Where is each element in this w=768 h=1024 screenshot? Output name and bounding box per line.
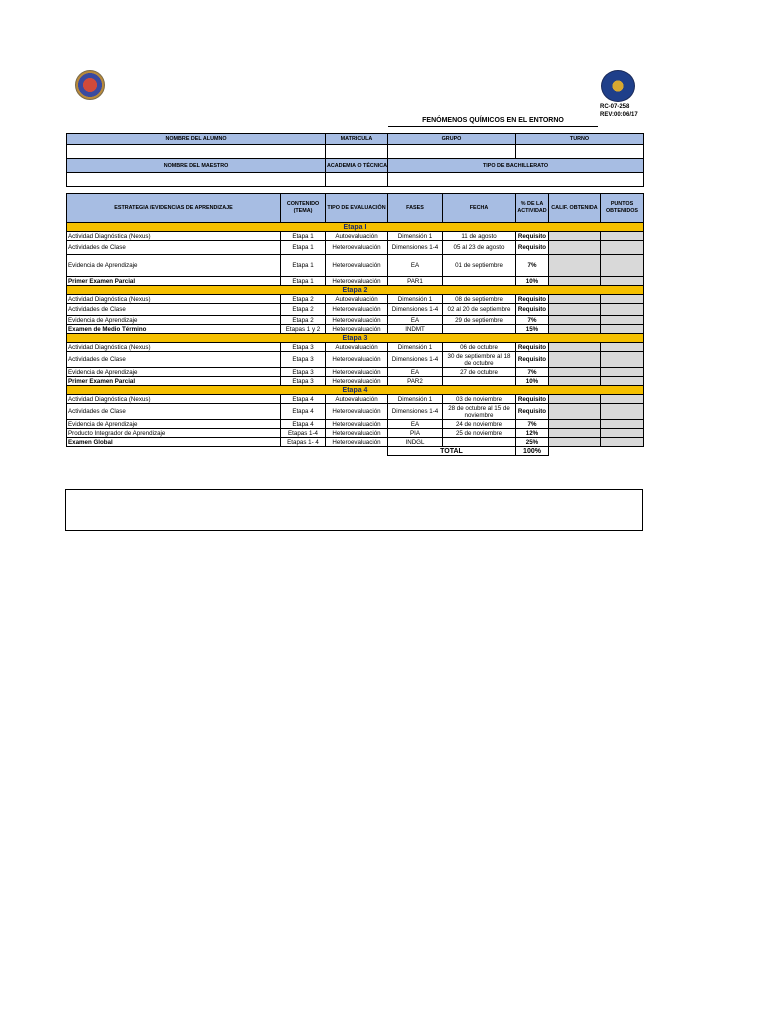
grade-cell[interactable] [549,255,601,277]
total-value: 100% [516,447,549,456]
phase-cell: PIA [388,429,443,438]
date-cell [443,325,516,334]
strategy-cell: Actividad Diagnóstica (Nexus) [67,232,281,241]
grade-cell[interactable] [549,295,601,304]
notes-box[interactable] [65,489,643,531]
phase-cell: EA [388,368,443,377]
content-cell: Etapa 2 [281,295,326,304]
points-cell[interactable] [601,395,644,404]
eval-type-cell: Heteroevaluación [326,429,388,438]
percent-cell: Requisito [516,295,549,304]
etapa-label: Etapa 3 [67,334,644,343]
academia-label: ACADEMIA O TÉCNICA [326,159,388,173]
points-cell[interactable] [601,277,644,286]
table-row [67,429,644,438]
phase-cell: EA [388,255,443,277]
strategy-cell: Actividades de Clase [67,404,281,420]
eval-type-header: TIPO DE EVALUACIÓN [326,194,388,223]
turno-field[interactable] [516,145,644,159]
percent-cell: 12% [516,429,549,438]
total-label: TOTAL [388,447,516,456]
eval-type-cell: Heteroevaluación [326,404,388,420]
content-cell: Etapas 1 y 2 [281,325,326,334]
points-header: PUNTOS OBTENIDOS [601,194,644,223]
phase-cell: INDMT [388,325,443,334]
eval-type-cell: Heteroevaluación [326,316,388,325]
phase-cell: PAR2 [388,377,443,386]
student-info-table [66,133,644,187]
grade-cell[interactable] [549,368,601,377]
phases-header: FASES [388,194,443,223]
eval-type-cell: Heteroevaluación [326,241,388,255]
phase-cell: Dimensiones 1-4 [388,304,443,316]
document-code: RC-07-258 [600,104,630,110]
table-row [67,404,644,420]
strategy-cell: Evidencia de Aprendizaje [67,316,281,325]
points-cell[interactable] [601,377,644,386]
points-cell[interactable] [601,255,644,277]
percent-cell: Requisito [516,404,549,420]
date-cell: 29 de septiembre [443,316,516,325]
percent-cell: Requisito [516,343,549,352]
content-cell: Etapa 4 [281,395,326,404]
turno-label: TURNO [516,134,644,145]
total-empty [549,447,644,456]
eval-type-cell: Heteroevaluación [326,277,388,286]
eval-type-cell: Heteroevaluación [326,255,388,277]
grade-cell[interactable] [549,404,601,420]
content-cell: Etapa 3 [281,368,326,377]
eval-type-cell: Heteroevaluación [326,352,388,368]
grade-cell[interactable] [549,241,601,255]
university-seal-logo [601,70,635,102]
points-cell[interactable] [601,295,644,304]
percent-cell: 10% [516,377,549,386]
points-cell[interactable] [601,304,644,316]
table-row [67,395,644,404]
eval-type-cell: Heteroevaluación [326,438,388,447]
strategy-cell: Evidencia de Aprendizaje [67,255,281,277]
date-cell [443,438,516,447]
matricula-label: MATRICULA [326,134,388,145]
table-row [67,316,644,325]
points-cell[interactable] [601,420,644,429]
points-cell[interactable] [601,343,644,352]
date-cell [443,277,516,286]
date-cell: 27 de octubre [443,368,516,377]
date-cell: 11 de agosto [443,232,516,241]
percent-cell: 7% [516,368,549,377]
eval-type-cell: Heteroevaluación [326,304,388,316]
eval-type-cell: Heteroevaluación [326,420,388,429]
evaluation-table [66,193,644,456]
phase-cell: Dimensiones 1-4 [388,404,443,420]
percent-cell: Requisito [516,395,549,404]
points-cell[interactable] [601,429,644,438]
content-cell: Etapas 1- 4 [281,438,326,447]
percent-header: % DE LA ACTIVIDAD [516,194,549,223]
content-cell: Etapa 4 [281,420,326,429]
content-cell: Etapa 1 [281,255,326,277]
table-row [67,325,644,334]
phase-cell: Dimensión 1 [388,232,443,241]
etapa-row [67,223,644,232]
percent-cell: Requisito [516,352,549,368]
table-row [67,352,644,368]
date-header: FECHA [443,194,516,223]
etapa-row [67,334,644,343]
grade-cell[interactable] [549,325,601,334]
grupo-label: GRUPO [388,134,516,145]
student-name-label: NOMBRE DEL ALUMNO [67,134,326,145]
school-seal-logo [75,70,105,100]
percent-cell: 10% [516,277,549,286]
content-cell: Etapa 4 [281,404,326,420]
grade-cell[interactable] [549,395,601,404]
eval-type-cell: Autoevaluación [326,295,388,304]
grupo-field[interactable] [388,145,516,159]
grade-cell[interactable] [549,343,601,352]
percent-cell: Requisito [516,232,549,241]
table-row [67,232,644,241]
grade-cell[interactable] [549,377,601,386]
eval-type-cell: Heteroevaluación [326,377,388,386]
percent-cell: Requisito [516,304,549,316]
grade-cell[interactable] [549,420,601,429]
date-cell: 01 de septiembre [443,255,516,277]
teacher-name-label: NOMBRE DEL MAESTRO [67,159,326,173]
student-name-field[interactable] [67,145,326,159]
percent-cell: 7% [516,316,549,325]
strategy-cell: Actividad Diagnóstica (Nexus) [67,343,281,352]
content-header: CONTENIDO (TEMA) [281,194,326,223]
points-cell[interactable] [601,316,644,325]
table-row [67,343,644,352]
content-cell: Etapa 1 [281,241,326,255]
date-cell: 25 de noviembre [443,429,516,438]
bachillerato-field[interactable] [388,173,644,187]
date-cell: 28 de octubre al 15 de noviembre [443,404,516,420]
points-cell[interactable] [601,232,644,241]
date-cell: 08 de septiembre [443,295,516,304]
grade-cell[interactable] [549,429,601,438]
date-cell: 02 al 20 de septiembre [443,304,516,316]
table-row [67,255,644,277]
total-spacer [67,447,388,456]
bachillerato-label: TIPO DE BACHILLERATO [388,159,644,173]
table-row [67,277,644,286]
strategy-cell: Primer Examen Parcial [67,377,281,386]
grade-cell[interactable] [549,277,601,286]
etapa-row [67,386,644,395]
date-cell: 03 de noviembre [443,395,516,404]
etapa-row [67,286,644,295]
percent-cell: 15% [516,325,549,334]
date-cell: 06 de octubre [443,343,516,352]
points-cell[interactable] [601,438,644,447]
phase-cell: EA [388,316,443,325]
content-cell: Etapa 3 [281,352,326,368]
content-cell: Etapa 2 [281,304,326,316]
table-row [67,368,644,377]
document-title: FENÓMENOS QUÍMICOS EN EL ENTORNO [388,117,598,127]
content-cell: Etapa 3 [281,377,326,386]
total-row [67,447,644,456]
teacher-name-field[interactable] [67,173,326,187]
grade-cell[interactable] [549,304,601,316]
grade-cell[interactable] [549,352,601,368]
phase-cell: EA [388,420,443,429]
date-cell: 24 de noviembre [443,420,516,429]
table-row [67,241,644,255]
matricula-field[interactable] [326,145,388,159]
strategy-cell: Primer Examen Parcial [67,277,281,286]
table-row [67,304,644,316]
etapa-label: Etapa 2 [67,286,644,295]
percent-cell: 7% [516,420,549,429]
points-cell[interactable] [601,352,644,368]
date-cell [443,377,516,386]
etapa-label: Etapa 4 [67,386,644,395]
eval-type-cell: Autoevaluación [326,232,388,241]
strategy-cell: Actividades de Clase [67,352,281,368]
table-row [67,420,644,429]
strategy-header: ESTRATEGIA /EVIDENCIAS DE APRENDIZAJE [67,194,281,223]
content-cell: Etapa 3 [281,343,326,352]
eval-type-cell: Autoevaluación [326,343,388,352]
points-cell[interactable] [601,241,644,255]
content-cell: Etapa 2 [281,316,326,325]
phase-cell: Dimensiones 1-4 [388,352,443,368]
date-cell: 30 de septiembre al 18 de octubre [443,352,516,368]
phase-cell: Dimensiones 1-4 [388,241,443,255]
strategy-cell: Evidencia de Aprendizaje [67,368,281,377]
eval-type-cell: Heteroevaluación [326,325,388,334]
strategy-cell: Producto Integrador de Aprendizaje [67,429,281,438]
points-cell[interactable] [601,325,644,334]
table-row [67,295,644,304]
phase-cell: Dimensión 1 [388,295,443,304]
phase-cell: Dimensión 1 [388,343,443,352]
strategy-cell: Evidencia de Aprendizaje [67,420,281,429]
grade-header: CALIF. OBTENIDA [549,194,601,223]
percent-cell: 25% [516,438,549,447]
percent-cell: 7% [516,255,549,277]
grade-cell[interactable] [549,316,601,325]
strategy-cell: Actividades de Clase [67,304,281,316]
etapa-label: Etapa I [67,223,644,232]
table-row [67,438,644,447]
phase-cell: INDGL [388,438,443,447]
percent-cell: Requisito [516,241,549,255]
strategy-cell: Actividad Diagnóstica (Nexus) [67,295,281,304]
phase-cell: PAR1 [388,277,443,286]
phase-cell: Dimensión 1 [388,395,443,404]
document-revision: REV:00:06/17 [600,112,638,118]
eval-type-cell: Autoevaluación [326,395,388,404]
content-cell: Etapas 1-4 [281,429,326,438]
grade-cell[interactable] [549,232,601,241]
points-cell[interactable] [601,404,644,420]
strategy-cell: Actividad Diagnóstica (Nexus) [67,395,281,404]
strategy-cell: Examen de Medio Término [67,325,281,334]
points-cell[interactable] [601,368,644,377]
eval-type-cell: Heteroevaluación [326,368,388,377]
date-cell: 05 al 23 de agosto [443,241,516,255]
academia-field[interactable] [326,173,388,187]
grade-cell[interactable] [549,438,601,447]
table-row [67,377,644,386]
strategy-cell: Examen Global [67,438,281,447]
content-cell: Etapa 1 [281,277,326,286]
content-cell: Etapa 1 [281,232,326,241]
strategy-cell: Actividades de Clase [67,241,281,255]
